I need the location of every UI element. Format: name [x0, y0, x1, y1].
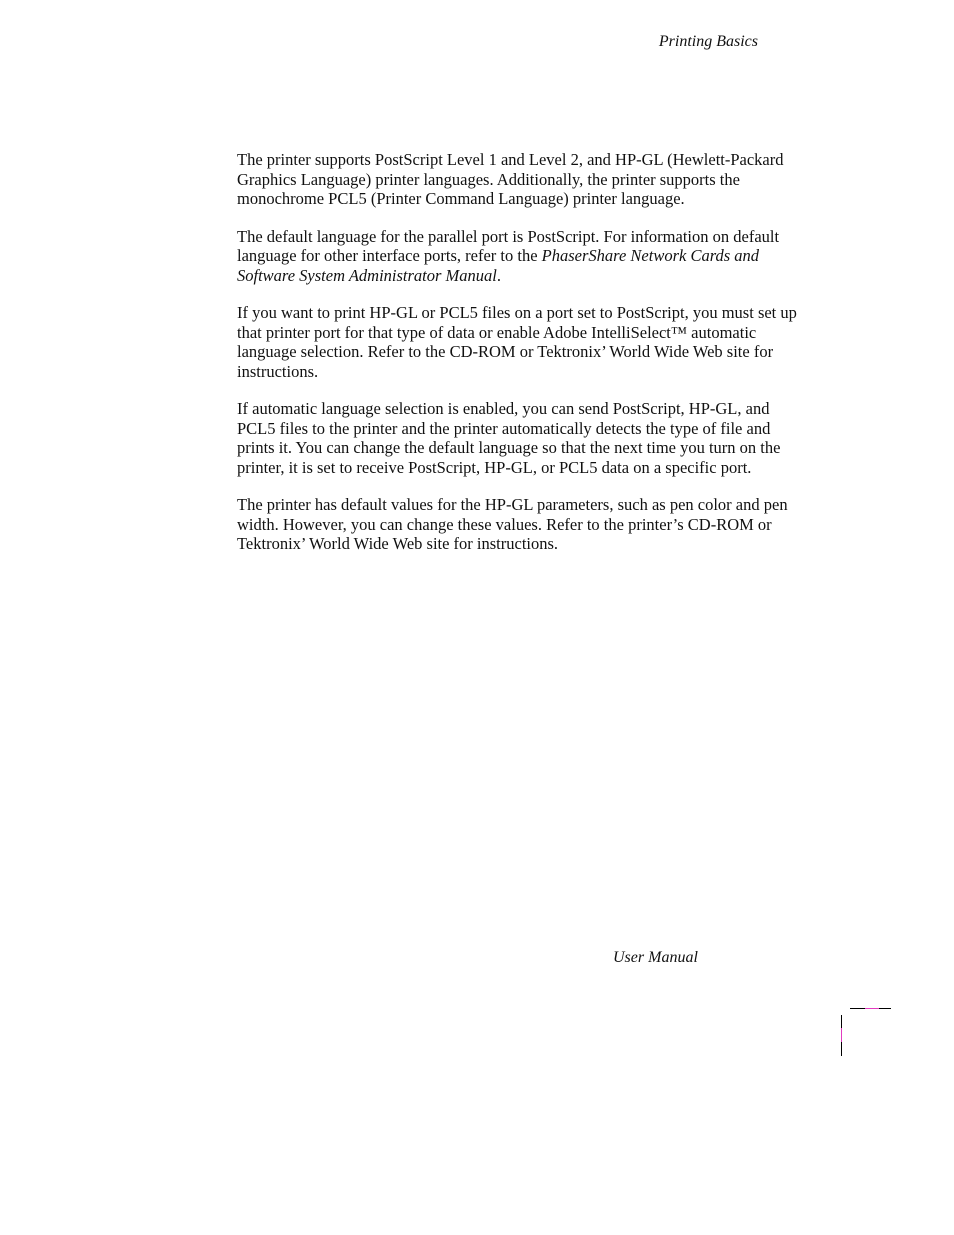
paragraph-hpgl-parameters: The printer has default values for the HP-GL parameters, such as pen color and pen width. However, you can change these values. Refer to the printer’s CD-ROM or Tektronix’ World Wide Web site for instructions. [237, 495, 788, 553]
crop-mark-horizontal-accent [865, 1008, 879, 1009]
paragraph-port-setup: If you want to print HP-GL or PCL5 files on a port set to PostScript, you must set up that printer port for that type of data or enable Adobe IntelliSelect™ automatic language selection. Refer to the CD-ROM or Tektronix’ World Wide Web site for instructions. [237, 303, 797, 381]
manual-reference-title: PhaserShare Network Cards and Software System Administrator Manual [237, 246, 760, 285]
paragraph-default-language [237, 227, 797, 286]
paragraph-automatic-selection: If automatic language selection is enabled, you can send PostScript, HP-GL, and PCL5 files to the printer and the printer automatically detects the type of file and prints it. You can change the default language so that the next time you turn on the printer, it is set to receive PostScript, HP-GL, or PCL5 data on a specific port. [237, 399, 781, 477]
paragraph-default-language-text: The default language for the parallel port is PostScript. For information on default language for other interface ports, refer to the [237, 226, 780, 265]
crop-mark-vertical-accent [841, 1028, 842, 1042]
footer-label: User Manual [613, 949, 698, 966]
body-text [237, 150, 797, 572]
paragraph-languages-supported: The printer supports PostScript Level 1 and Level 2, and HP-GL (Hewlett-Packard Graphics Language) printer languages. Additionally, the printer supports the monochrome PCL5 (Printer Command Language) printer language. [237, 150, 784, 208]
running-header: Printing Basics [658, 33, 758, 50]
paragraph-default-language-end: . [496, 265, 501, 285]
